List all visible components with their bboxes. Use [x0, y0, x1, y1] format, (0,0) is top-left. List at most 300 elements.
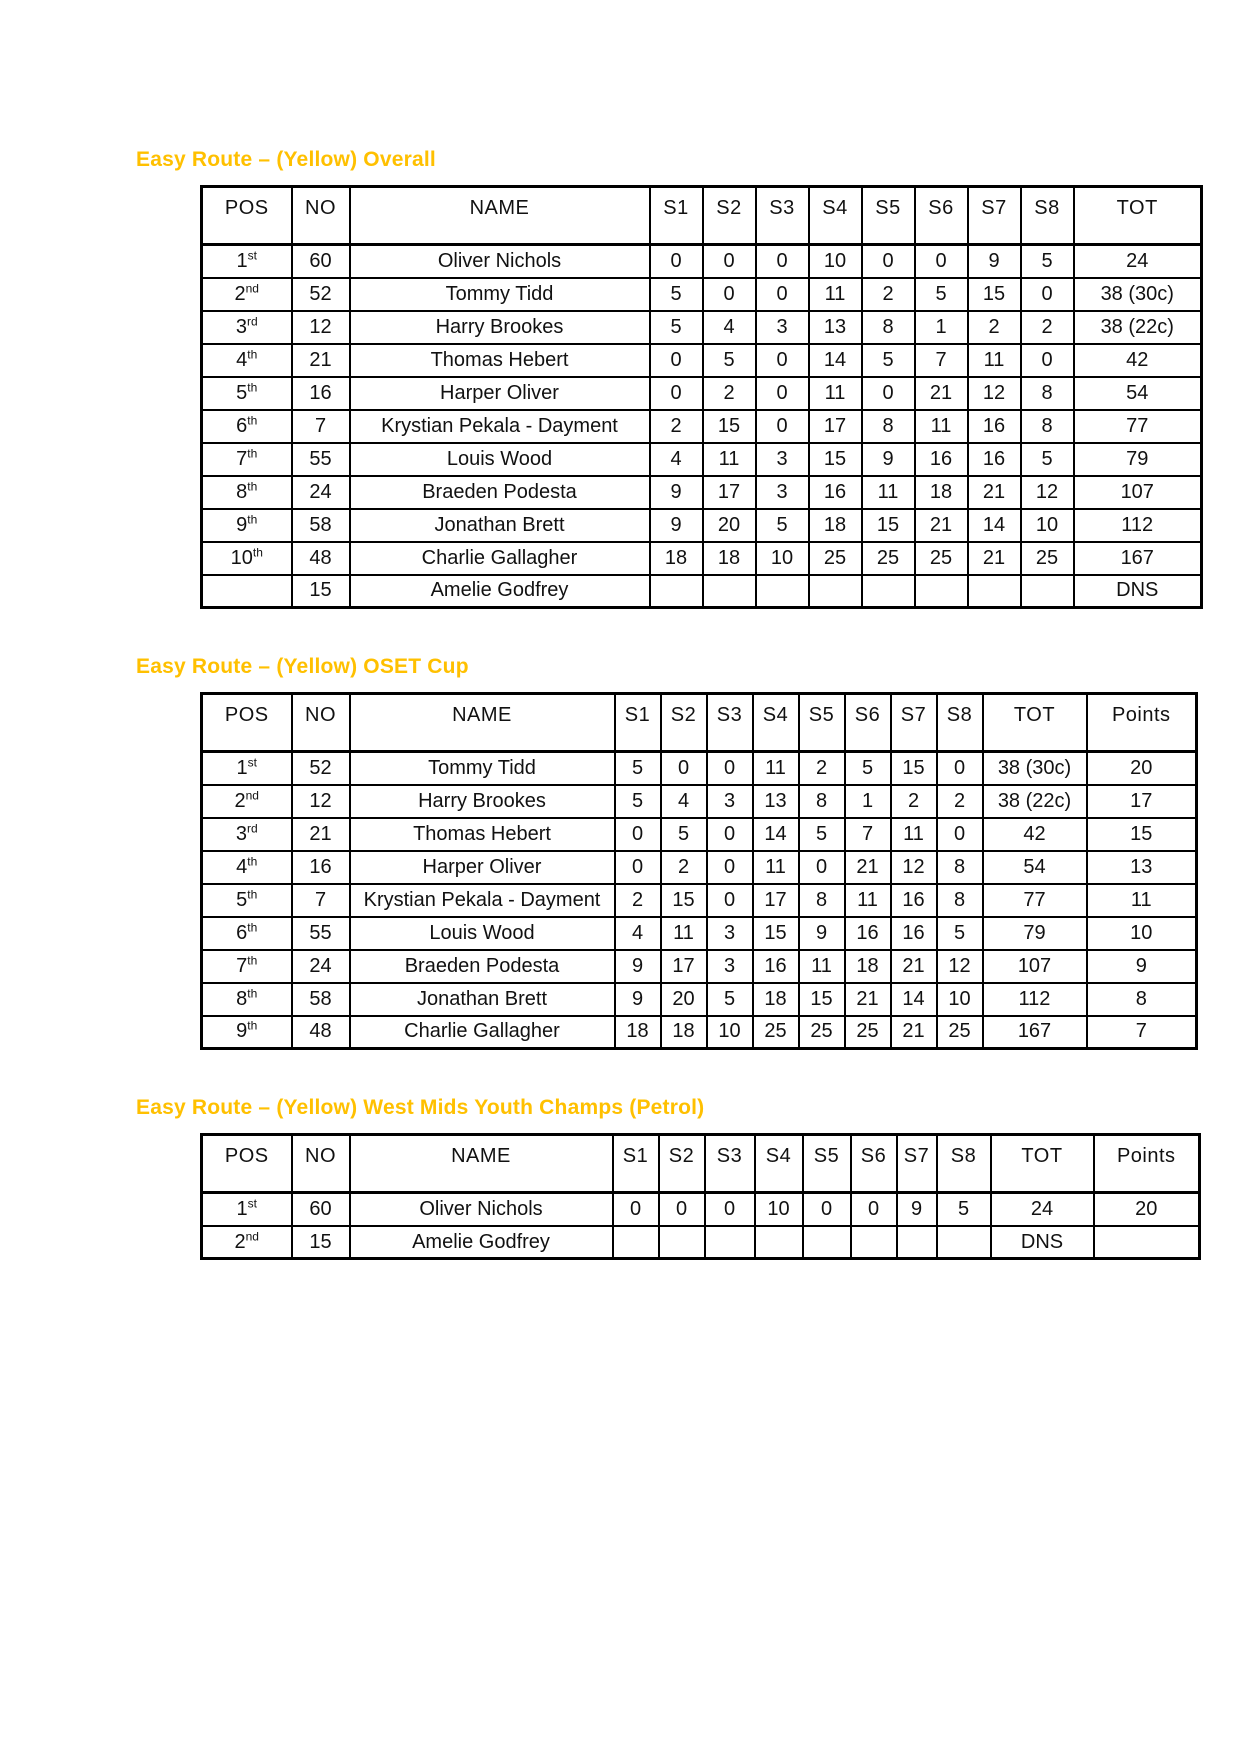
- column-header-s7: S7: [897, 1135, 937, 1193]
- cell-s5: 2: [799, 752, 845, 785]
- cell-name: Jonathan Brett: [350, 983, 615, 1016]
- cell-s5: 8: [862, 410, 915, 443]
- cell-tot: DNS: [991, 1226, 1094, 1259]
- column-header-s6: S6: [851, 1135, 897, 1193]
- cell-s2: 2: [661, 851, 707, 884]
- header-row: [202, 1135, 1200, 1193]
- cell-points: 17: [1087, 785, 1197, 818]
- table-row: [202, 752, 1197, 785]
- cell-no: 58: [292, 983, 350, 1016]
- cell-tot: 107: [983, 950, 1087, 983]
- cell-points: 13: [1087, 851, 1197, 884]
- cell-s1: 18: [650, 542, 703, 575]
- column-header-pos: POS: [202, 1135, 292, 1193]
- cell-s7: 2: [891, 785, 937, 818]
- cell-s4: 15: [753, 917, 799, 950]
- cell-s2: 5: [703, 344, 756, 377]
- cell-no: 48: [292, 542, 350, 575]
- column-header-tot: TOT: [983, 694, 1087, 752]
- column-header-s5: S5: [799, 694, 845, 752]
- cell-no: 15: [292, 575, 350, 608]
- section-heading-west-mids: Easy Route – (Yellow) West Mids Youth Champs (Petrol): [136, 1096, 705, 1120]
- header-row: [202, 187, 1202, 245]
- cell-s7: 12: [891, 851, 937, 884]
- column-header-s3: S3: [705, 1135, 755, 1193]
- cell-s1: 0: [613, 1193, 659, 1226]
- cell-s6: 18: [845, 950, 891, 983]
- table-row: [202, 344, 1202, 377]
- cell-s8: 0: [937, 752, 983, 785]
- cell-s3: 0: [756, 278, 809, 311]
- column-header-points: Points: [1087, 694, 1197, 752]
- cell-s3: 0: [705, 1193, 755, 1226]
- cell-name: Braeden Podesta: [350, 476, 650, 509]
- cell-s1: 0: [615, 818, 661, 851]
- cell-s8: 0: [1021, 344, 1074, 377]
- cell-s5: [803, 1226, 851, 1259]
- cell-s1: 9: [650, 476, 703, 509]
- cell-s3: 10: [707, 1016, 753, 1049]
- column-header-pos: POS: [202, 694, 292, 752]
- cell-s6: 25: [845, 1016, 891, 1049]
- cell-s5: [862, 575, 915, 608]
- cell-name: Thomas Hebert: [350, 818, 615, 851]
- cell-s1: 5: [615, 752, 661, 785]
- cell-s4: 17: [753, 884, 799, 917]
- ordinal-suffix: st: [247, 755, 257, 770]
- cell-no: 16: [292, 377, 350, 410]
- cell-s7: 2: [968, 311, 1021, 344]
- cell-s5: 15: [862, 509, 915, 542]
- cell-s3: 5: [756, 509, 809, 542]
- cell-s5: 11: [799, 950, 845, 983]
- cell-pos: 5th: [202, 377, 292, 410]
- column-header-s8: S8: [937, 1135, 991, 1193]
- cell-pos: 10th: [202, 542, 292, 575]
- cell-s1: 0: [650, 377, 703, 410]
- table-row: [202, 1016, 1197, 1049]
- results-table-oset-cup: [200, 692, 1198, 1050]
- cell-s3: 10: [756, 542, 809, 575]
- cell-s3: [756, 575, 809, 608]
- cell-s3: 0: [707, 752, 753, 785]
- cell-s1: 2: [615, 884, 661, 917]
- cell-pos: 6th: [202, 410, 292, 443]
- cell-s1: 5: [650, 311, 703, 344]
- cell-tot: 107: [1074, 476, 1202, 509]
- cell-s1: 0: [615, 851, 661, 884]
- cell-s1: 0: [650, 245, 703, 278]
- cell-name: Thomas Hebert: [350, 344, 650, 377]
- cell-tot: 38 (22c): [983, 785, 1087, 818]
- cell-s7: 11: [891, 818, 937, 851]
- cell-s7: 21: [968, 542, 1021, 575]
- cell-s4: 11: [809, 278, 862, 311]
- ordinal-suffix: nd: [245, 788, 259, 803]
- cell-name: Harry Brookes: [350, 785, 615, 818]
- cell-points: [1094, 1226, 1200, 1259]
- ordinal-suffix: th: [247, 478, 258, 493]
- cell-s4: 13: [809, 311, 862, 344]
- cell-no: 55: [292, 917, 350, 950]
- cell-s8: 5: [937, 1193, 991, 1226]
- table-row: [202, 410, 1202, 443]
- cell-s3: 5: [707, 983, 753, 1016]
- cell-s1: [650, 575, 703, 608]
- cell-s4: 16: [753, 950, 799, 983]
- cell-tot: 42: [983, 818, 1087, 851]
- cell-s8: 2: [1021, 311, 1074, 344]
- cell-s2: 0: [703, 245, 756, 278]
- cell-s6: 21: [845, 851, 891, 884]
- cell-s3: 0: [707, 884, 753, 917]
- cell-s1: [613, 1226, 659, 1259]
- cell-s6: 21: [915, 377, 968, 410]
- cell-s6: 0: [915, 245, 968, 278]
- cell-no: 24: [292, 950, 350, 983]
- column-header-s3: S3: [756, 187, 809, 245]
- cell-s6: 16: [845, 917, 891, 950]
- column-header-no: NO: [292, 187, 350, 245]
- table-row: [202, 818, 1197, 851]
- cell-s3: 3: [756, 311, 809, 344]
- cell-name: Krystian Pekala - Dayment: [350, 410, 650, 443]
- cell-no: 48: [292, 1016, 350, 1049]
- cell-s1: 4: [650, 443, 703, 476]
- cell-s7: 11: [968, 344, 1021, 377]
- cell-s4: 10: [809, 245, 862, 278]
- cell-no: 24: [292, 476, 350, 509]
- cell-s5: 11: [862, 476, 915, 509]
- cell-s6: 21: [845, 983, 891, 1016]
- ordinal-suffix: st: [247, 1196, 257, 1211]
- column-header-s6: S6: [845, 694, 891, 752]
- cell-tot: 54: [983, 851, 1087, 884]
- cell-s7: 12: [968, 377, 1021, 410]
- cell-name: Tommy Tidd: [350, 752, 615, 785]
- cell-s4: 13: [753, 785, 799, 818]
- cell-tot: 77: [983, 884, 1087, 917]
- cell-tot: 167: [1074, 542, 1202, 575]
- cell-s1: 5: [615, 785, 661, 818]
- table-row: [202, 311, 1202, 344]
- ordinal-suffix: rd: [246, 313, 258, 328]
- cell-s2: [659, 1226, 705, 1259]
- cell-s6: 25: [915, 542, 968, 575]
- ordinal-suffix: th: [247, 346, 258, 361]
- cell-no: 21: [292, 818, 350, 851]
- cell-s4: 15: [809, 443, 862, 476]
- cell-name: Amelie Godfrey: [350, 575, 650, 608]
- cell-s6: 11: [845, 884, 891, 917]
- cell-no: 7: [292, 884, 350, 917]
- cell-tot: 38 (22c): [1074, 311, 1202, 344]
- cell-pos: 3rd: [202, 818, 292, 851]
- cell-s3: 0: [707, 851, 753, 884]
- cell-s8: 8: [937, 884, 983, 917]
- cell-points: 20: [1094, 1193, 1200, 1226]
- section-heading-overall: Easy Route – (Yellow) Overall: [136, 148, 436, 171]
- column-header-s6: S6: [915, 187, 968, 245]
- cell-s5: 9: [862, 443, 915, 476]
- ordinal-suffix: th: [252, 544, 263, 559]
- column-header-s8: S8: [1021, 187, 1074, 245]
- table-row: [202, 377, 1202, 410]
- cell-s7: [897, 1226, 937, 1259]
- cell-s2: 11: [661, 917, 707, 950]
- cell-s2: 18: [661, 1016, 707, 1049]
- section-heading-oset-cup: Easy Route – (Yellow) OSET Cup: [136, 655, 469, 679]
- cell-pos: 2nd: [202, 1226, 292, 1259]
- cell-tot: 24: [991, 1193, 1094, 1226]
- cell-s2: 5: [661, 818, 707, 851]
- cell-tot: DNS: [1074, 575, 1202, 608]
- cell-s2: 11: [703, 443, 756, 476]
- cell-no: 60: [292, 1193, 350, 1226]
- cell-s1: 18: [615, 1016, 661, 1049]
- table-row: [202, 1226, 1200, 1259]
- cell-s8: 0: [1021, 278, 1074, 311]
- cell-s5: 8: [799, 884, 845, 917]
- column-header-s8: S8: [937, 694, 983, 752]
- cell-no: 15: [292, 1226, 350, 1259]
- cell-name: Charlie Gallagher: [350, 1016, 615, 1049]
- cell-pos: 9th: [202, 509, 292, 542]
- cell-s3: 3: [707, 950, 753, 983]
- cell-name: Louis Wood: [350, 443, 650, 476]
- cell-s4: [755, 1226, 803, 1259]
- cell-s2: 15: [661, 884, 707, 917]
- cell-points: 11: [1087, 884, 1197, 917]
- cell-pos: 1st: [202, 245, 292, 278]
- cell-name: Amelie Godfrey: [350, 1226, 613, 1259]
- cell-pos: 2nd: [202, 785, 292, 818]
- column-header-name: NAME: [350, 1135, 613, 1193]
- ordinal-suffix: nd: [245, 1228, 259, 1243]
- cell-s7: 15: [968, 278, 1021, 311]
- cell-s2: 20: [703, 509, 756, 542]
- cell-no: 55: [292, 443, 350, 476]
- column-header-s3: S3: [707, 694, 753, 752]
- cell-s7: 16: [968, 443, 1021, 476]
- cell-tot: 42: [1074, 344, 1202, 377]
- cell-pos: 1st: [202, 1193, 292, 1226]
- cell-s1: 9: [650, 509, 703, 542]
- cell-s2: 15: [703, 410, 756, 443]
- cell-points: 15: [1087, 818, 1197, 851]
- cell-s2: [703, 575, 756, 608]
- column-header-s4: S4: [755, 1135, 803, 1193]
- cell-s2: 4: [661, 785, 707, 818]
- ordinal-suffix: th: [247, 986, 258, 1001]
- cell-pos: 6th: [202, 917, 292, 950]
- ordinal-suffix: rd: [246, 821, 258, 836]
- column-header-s5: S5: [803, 1135, 851, 1193]
- table-row: [202, 785, 1197, 818]
- cell-s2: 18: [703, 542, 756, 575]
- ordinal-suffix: th: [247, 379, 258, 394]
- results-table-overall: [200, 185, 1203, 609]
- table-row: [202, 278, 1202, 311]
- cell-s6: 5: [845, 752, 891, 785]
- cell-no: 12: [292, 785, 350, 818]
- cell-tot: 167: [983, 1016, 1087, 1049]
- cell-pos: 7th: [202, 443, 292, 476]
- ordinal-suffix: th: [247, 1018, 258, 1033]
- ordinal-suffix: nd: [245, 280, 259, 295]
- cell-s7: 14: [968, 509, 1021, 542]
- cell-pos: 5th: [202, 884, 292, 917]
- table-row: [202, 851, 1197, 884]
- cell-points: 9: [1087, 950, 1197, 983]
- cell-s5: 0: [862, 245, 915, 278]
- cell-s4: [809, 575, 862, 608]
- cell-s4: 10: [755, 1193, 803, 1226]
- cell-s6: [851, 1226, 897, 1259]
- column-header-s2: S2: [661, 694, 707, 752]
- cell-s3: [705, 1226, 755, 1259]
- cell-s4: 11: [753, 851, 799, 884]
- cell-s2: 17: [661, 950, 707, 983]
- column-header-name: NAME: [350, 694, 615, 752]
- cell-s7: 16: [891, 884, 937, 917]
- cell-s4: 14: [809, 344, 862, 377]
- cell-s2: 0: [703, 278, 756, 311]
- cell-s2: 20: [661, 983, 707, 1016]
- cell-s3: 3: [707, 917, 753, 950]
- column-header-points: Points: [1094, 1135, 1200, 1193]
- cell-s3: 0: [756, 344, 809, 377]
- cell-s4: 18: [809, 509, 862, 542]
- cell-s6: 7: [915, 344, 968, 377]
- cell-s3: 0: [707, 818, 753, 851]
- cell-name: Braeden Podesta: [350, 950, 615, 983]
- cell-s8: 2: [937, 785, 983, 818]
- cell-tot: 24: [1074, 245, 1202, 278]
- cell-s3: 3: [756, 443, 809, 476]
- cell-s2: 17: [703, 476, 756, 509]
- cell-no: 21: [292, 344, 350, 377]
- cell-s8: 5: [1021, 443, 1074, 476]
- column-header-tot: TOT: [991, 1135, 1094, 1193]
- cell-points: 7: [1087, 1016, 1197, 1049]
- cell-name: Jonathan Brett: [350, 509, 650, 542]
- column-header-s1: S1: [615, 694, 661, 752]
- cell-name: Harper Oliver: [350, 851, 615, 884]
- cell-tot: 77: [1074, 410, 1202, 443]
- cell-pos: 8th: [202, 983, 292, 1016]
- cell-name: Charlie Gallagher: [350, 542, 650, 575]
- cell-s5: 0: [862, 377, 915, 410]
- cell-no: 52: [292, 278, 350, 311]
- cell-tot: 79: [983, 917, 1087, 950]
- cell-tot: 79: [1074, 443, 1202, 476]
- column-header-s4: S4: [809, 187, 862, 245]
- cell-s4: 16: [809, 476, 862, 509]
- cell-s8: 12: [1021, 476, 1074, 509]
- cell-name: Oliver Nichols: [350, 1193, 613, 1226]
- ordinal-suffix: th: [247, 953, 258, 968]
- cell-s5: 5: [799, 818, 845, 851]
- cell-s3: 0: [756, 245, 809, 278]
- cell-s1: 9: [615, 950, 661, 983]
- cell-s8: 5: [937, 917, 983, 950]
- cell-s4: 11: [753, 752, 799, 785]
- cell-s6: 0: [851, 1193, 897, 1226]
- header-row: [202, 694, 1197, 752]
- cell-s5: 5: [862, 344, 915, 377]
- column-header-s1: S1: [613, 1135, 659, 1193]
- cell-s8: 5: [1021, 245, 1074, 278]
- column-header-pos: POS: [202, 187, 292, 245]
- column-header-no: NO: [292, 1135, 350, 1193]
- cell-s8: 10: [937, 983, 983, 1016]
- cell-no: 58: [292, 509, 350, 542]
- cell-s4: 11: [809, 377, 862, 410]
- cell-s7: [968, 575, 1021, 608]
- cell-s1: 5: [650, 278, 703, 311]
- cell-s8: [937, 1226, 991, 1259]
- cell-s6: 7: [845, 818, 891, 851]
- cell-s8: 12: [937, 950, 983, 983]
- cell-points: 20: [1087, 752, 1197, 785]
- cell-s7: 16: [968, 410, 1021, 443]
- cell-s6: 21: [915, 509, 968, 542]
- cell-s7: 9: [968, 245, 1021, 278]
- cell-tot: 38 (30c): [1074, 278, 1202, 311]
- ordinal-suffix: th: [247, 445, 258, 460]
- cell-pos: 2nd: [202, 278, 292, 311]
- cell-s5: 25: [862, 542, 915, 575]
- ordinal-suffix: th: [247, 412, 258, 427]
- ordinal-suffix: th: [247, 920, 258, 935]
- cell-s5: 0: [803, 1193, 851, 1226]
- column-header-s2: S2: [703, 187, 756, 245]
- cell-s8: 8: [1021, 377, 1074, 410]
- cell-s8: 8: [937, 851, 983, 884]
- cell-s8: 8: [1021, 410, 1074, 443]
- cell-s6: 11: [915, 410, 968, 443]
- cell-pos: 3rd: [202, 311, 292, 344]
- table-row: [202, 443, 1202, 476]
- cell-tot: 112: [983, 983, 1087, 1016]
- column-header-s4: S4: [753, 694, 799, 752]
- table-row: [202, 476, 1202, 509]
- column-header-s7: S7: [968, 187, 1021, 245]
- column-header-tot: TOT: [1074, 187, 1202, 245]
- cell-no: 7: [292, 410, 350, 443]
- column-header-s7: S7: [891, 694, 937, 752]
- cell-tot: 54: [1074, 377, 1202, 410]
- cell-s7: 21: [891, 950, 937, 983]
- table-row: [202, 950, 1197, 983]
- cell-s1: 0: [650, 344, 703, 377]
- cell-name: Tommy Tidd: [350, 278, 650, 311]
- cell-s7: 9: [897, 1193, 937, 1226]
- cell-s1: 4: [615, 917, 661, 950]
- cell-tot: 112: [1074, 509, 1202, 542]
- cell-no: 52: [292, 752, 350, 785]
- cell-s4: 17: [809, 410, 862, 443]
- cell-name: Louis Wood: [350, 917, 615, 950]
- table-row: [202, 575, 1202, 608]
- cell-s6: 1: [845, 785, 891, 818]
- cell-s2: 0: [661, 752, 707, 785]
- column-header-s2: S2: [659, 1135, 705, 1193]
- cell-s2: 4: [703, 311, 756, 344]
- cell-tot: 38 (30c): [983, 752, 1087, 785]
- cell-pos: 4th: [202, 344, 292, 377]
